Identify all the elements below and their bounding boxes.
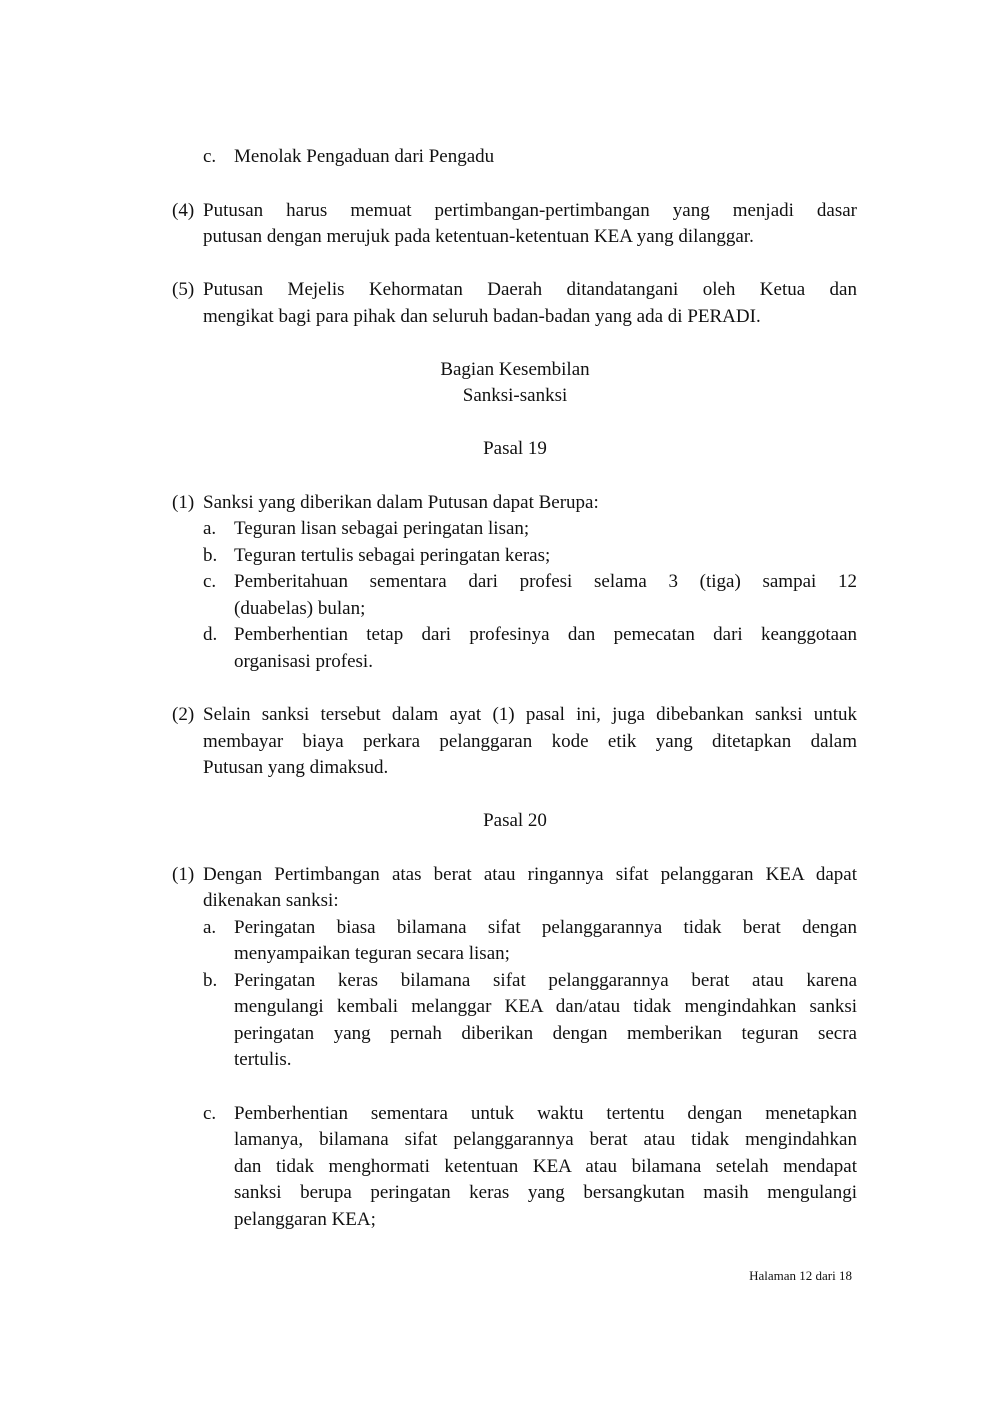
ayat-line: Dengan Pertimbangan atas berat atau ringannya sifat pelanggaran KEA dapat <box>203 864 857 885</box>
item-line: mengulangi kembali melanggar KEA dan/atau tidak mengindahkan sanksi <box>234 996 857 1017</box>
ayat-marker: (1) <box>172 492 195 513</box>
paragraph-line: Putusan harus memuat pertimbangan-pertimbangan yang menjadi dasar <box>203 200 857 221</box>
item-marker: b. <box>203 545 218 566</box>
item-line: lamanya, bilamana sifat pelanggarannya berat atau tidak mengindahkan <box>234 1129 857 1150</box>
ayat-line: dikenakan sanksi: <box>203 890 339 911</box>
item-line: tertulis. <box>234 1049 292 1070</box>
item-marker: b. <box>203 970 218 991</box>
item-line: Pemberhentian sementara untuk waktu tertentu dengan menetapkan <box>234 1103 857 1124</box>
item-marker: d. <box>203 624 218 645</box>
section-subheading: Sanksi-sanksi <box>462 385 568 406</box>
paragraph-marker: (4) <box>172 200 195 221</box>
ayat-line: Putusan yang dimaksud. <box>203 757 389 778</box>
paragraph-marker: (5) <box>172 279 195 300</box>
item-line: sanksi berupa peringatan keras yang bersangkutan masih mengulangi <box>234 1182 857 1203</box>
ayat-marker: (1) <box>172 864 195 885</box>
item-line: organisasi profesi. <box>234 651 373 672</box>
item-line: pelanggaran KEA; <box>234 1209 376 1230</box>
item-line: Pemberitahuan sementara dari profesi selama 3 (tiga) sampai 12 <box>234 571 857 592</box>
ayat-marker: (2) <box>172 704 195 725</box>
item-line: Pemberhentian tetap dari profesinya dan pemecatan dari keanggotaan <box>234 624 857 645</box>
item-line: Teguran tertulis sebagai peringatan keras; <box>234 545 551 566</box>
item-line: Peringatan keras bilamana sifat pelanggarannya berat atau karena <box>234 970 857 991</box>
item-marker: c. <box>203 571 217 592</box>
item-line: (duabelas) bulan; <box>234 598 366 619</box>
item-line: dan tidak menghormati ketentuan KEA atau bilamana setelah mendapat <box>234 1156 857 1177</box>
ayat-line: membayar biaya perkara pelanggaran kode etik yang ditetapkan dalam <box>203 731 857 752</box>
pasal-title: Pasal 19 <box>483 438 547 459</box>
item-marker: c. <box>203 1103 217 1124</box>
item-marker: c. <box>203 146 217 167</box>
ayat-text: Sanksi yang diberikan dalam Putusan dapat Berupa: <box>203 492 599 513</box>
page-number-footer: Halaman 12 dari 18 <box>749 1268 852 1283</box>
section-heading: Bagian Kesembilan <box>440 359 590 380</box>
item-line: Teguran lisan sebagai peringatan lisan; <box>234 518 530 539</box>
item-marker: a. <box>203 518 217 539</box>
item-line: menyampaikan teguran secara lisan; <box>234 943 510 964</box>
item-marker: a. <box>203 917 217 938</box>
paragraph-line: mengikat bagi para pihak dan seluruh badan-badan yang ada di PERADI. <box>203 306 761 327</box>
paragraph-line: putusan dengan merujuk pada ketentuan-ketentuan KEA yang dilanggar. <box>203 226 754 247</box>
item-text: Menolak Pengaduan dari Pengadu <box>234 146 495 167</box>
item-line: Peringatan biasa bilamana sifat pelanggarannya tidak berat dengan <box>234 917 857 938</box>
ayat-line: Selain sanksi tersebut dalam ayat (1) pasal ini, juga dibebankan sanksi untuk <box>203 704 857 725</box>
pasal-title: Pasal 20 <box>483 810 547 831</box>
paragraph-line: Putusan Mejelis Kehormatan Daerah ditandatangani oleh Ketua dan <box>203 279 857 300</box>
item-line: peringatan yang pernah diberikan dengan memberikan teguran secra <box>234 1023 857 1044</box>
